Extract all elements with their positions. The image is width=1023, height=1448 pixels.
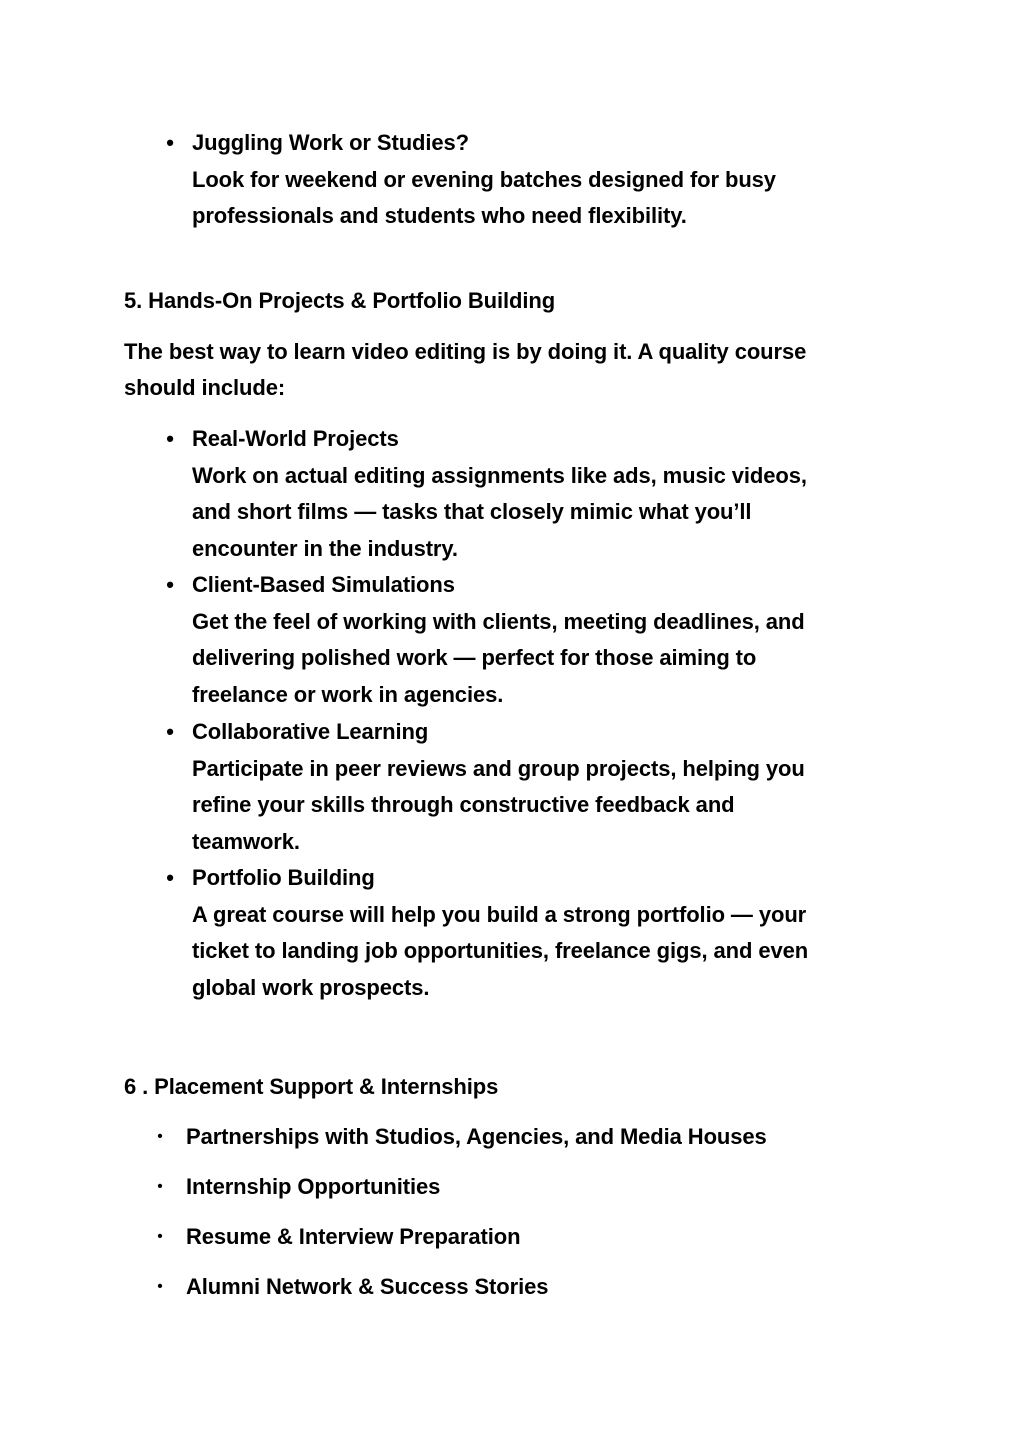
list-item-text-line: freelance or work in agencies. [192, 681, 504, 707]
bullet-icon: • [157, 1228, 163, 1245]
list-item-portfolio-building [166, 860, 892, 1006]
paragraph-line: should include: [124, 375, 286, 400]
list-item-text-line: and short films — tasks that closely mimic what you’ll [192, 499, 752, 524]
bullet-icon: • [157, 1128, 163, 1145]
list-item-title: Client-Based Simulations [192, 572, 455, 597]
list-item-text-line: refine your skills through constructive feedback and [192, 792, 735, 817]
list-item-text: Alumni Network & Success Stories [186, 1274, 549, 1299]
list-item-text-line: Get the feel of working with clients, meeting deadlines, and [192, 608, 805, 634]
list-item-collaborative-learning [166, 714, 892, 860]
list-item-partnerships [157, 1119, 886, 1155]
list-item-text-line: encounter in the industry. [192, 535, 458, 561]
list-item-text-line: Participate in peer reviews and group projects, helping you [192, 755, 805, 781]
list-item-juggling-work [166, 125, 892, 235]
list-item-title: Collaborative Learning [192, 719, 429, 744]
section-6-heading: 6 . Placement Support & Internships [124, 1074, 499, 1099]
list-item-text-line: teamwork. [192, 828, 300, 854]
list-item-title: Portfolio Building [192, 865, 375, 890]
bullet-icon: • [157, 1178, 163, 1195]
list-item-text-line: ticket to landing job opportunities, freelance gigs, and even [192, 938, 809, 963]
list-item-real-world-projects [166, 421, 892, 567]
paragraph-line: The best way to learn video editing is by doing it. A quality course [124, 339, 807, 364]
list-item-text: Resume & Interview Preparation [186, 1224, 521, 1249]
list-item-text: Partnerships with Studios, Agencies, and Media Houses [186, 1124, 767, 1149]
list-item-text-line: delivering polished work — perfect for those aiming to [192, 645, 757, 670]
list-item-text-line: A great course will help you build a strong portfolio — your [192, 901, 807, 927]
bullet-icon: • [166, 865, 174, 890]
list-item-text-line: global work prospects. [192, 974, 430, 1000]
bullet-icon: • [166, 572, 174, 597]
section-5-heading: 5. Hands-On Projects & Portfolio Building [124, 288, 556, 313]
bullet-icon: • [166, 130, 174, 155]
list-item-client-based-simulations [166, 567, 892, 713]
section-5-intro [124, 334, 884, 406]
list-item-text-line: Look for weekend or evening batches designed for busy [192, 166, 776, 192]
list-item-text-line: professionals and students who need flexibility. [192, 203, 687, 228]
list-item-title: Real-World Projects [192, 426, 399, 451]
bullet-icon: • [166, 426, 174, 451]
list-item-internship-opportunities [157, 1169, 886, 1205]
list-item-alumni-network [157, 1269, 886, 1305]
bullet-icon: • [166, 719, 174, 744]
list-item-text: Internship Opportunities [186, 1174, 441, 1199]
list-item-title: Juggling Work or Studies? [192, 130, 469, 155]
list-item-resume-interview [157, 1219, 886, 1255]
bullet-icon: • [157, 1278, 163, 1295]
list-item-text-line: Work on actual editing assignments like ads, music videos, [192, 462, 807, 488]
